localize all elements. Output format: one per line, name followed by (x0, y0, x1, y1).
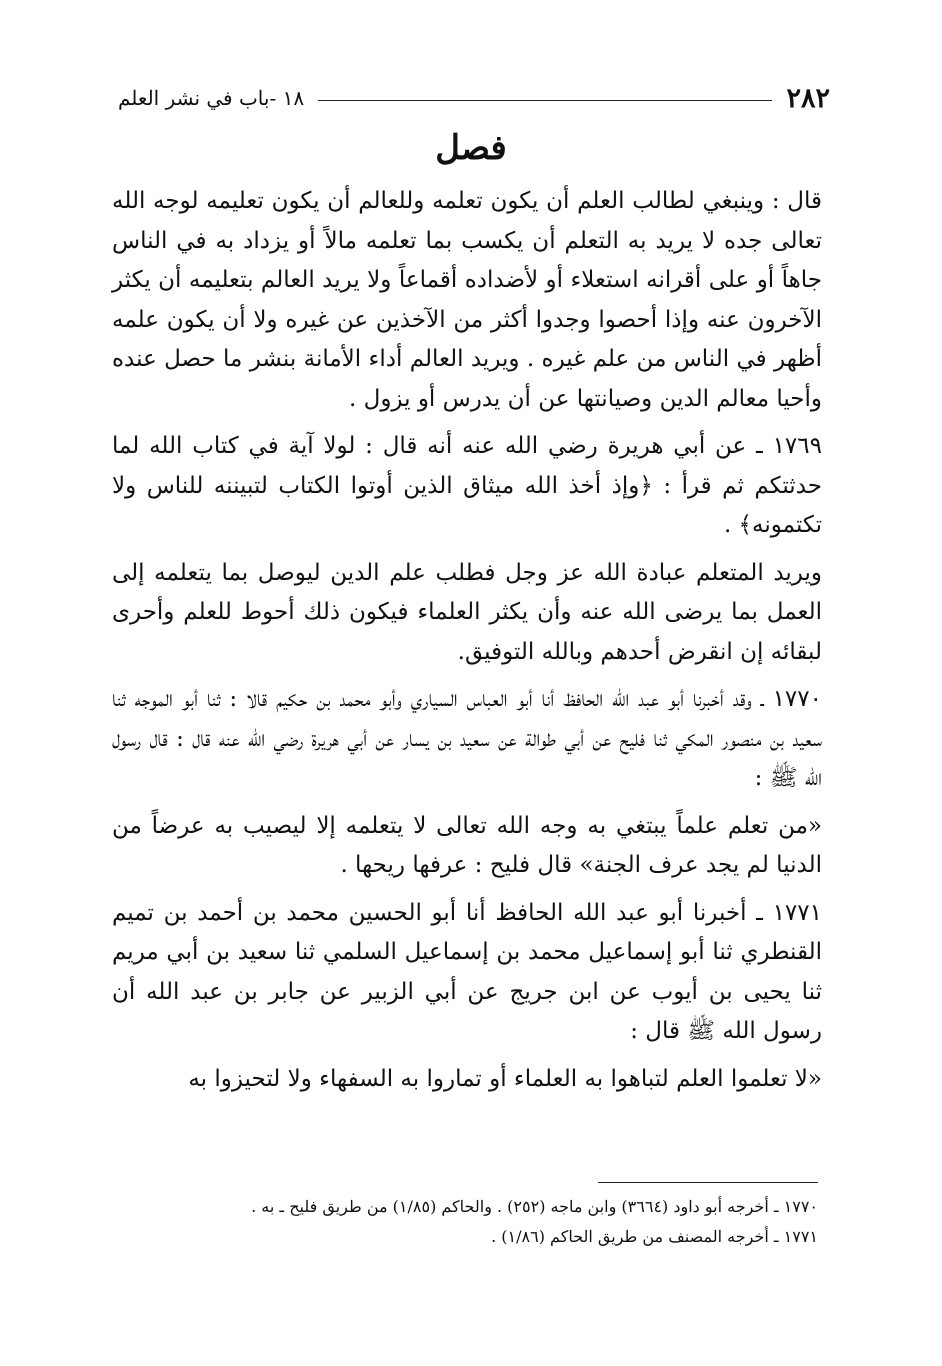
paragraph-hadith-1769: ١٧٦٩ ـ عن أبي هريرة رضي الله عنه أنه قال : لولا آية في كتاب الله لما حدثتكم ثم قرأ : ﴿وإذ أخذ الله ميثاق الذين أوتوا الكتاب لتبيننه للناس ولا تكتمونه﴾ . (112, 433, 822, 538)
footnote-divider (128, 1182, 818, 1183)
header-rule (318, 100, 772, 101)
section-title: فصل (435, 128, 507, 168)
main-text (112, 182, 822, 1107)
paragraph-hadith-1771: ١٧٧١ ـ أخبرنا أبو عبد الله الحافظ أنا أبو الحسين محمد بن أحمد بن تميم القنطري ثنا أبو إسماعيل محمد بن إسماعيل السلمي ثنا سعيد بن أبي مريم ثنا يحيى بن أيوب عن ابن جريج عن أبي الزبير عن جابر بن عبد الله أن رسول الله ﷺ قال : (112, 899, 822, 1044)
paragraph-hadith-1770: ١٧٧٠ ـ وقد أخبرنا أبو عبد الله الحافظ أنا أبو العباس السياري وأبو محمد بن حكيم قالا : ثنا أبو الموجه ثنا سعيد بن منصور المكي ثنا فليح عن أبي طوالة عن سعيد بن يسار عن أبي هريرة رضي الله عنه قال : قال رسول الله ﷺ : (112, 686, 822, 791)
paragraph-intro: قال : وينبغي لطالب العلم أن يكون تعلمه وللعالم أن يكون تعليمه لوجه الله تعالى جده لا يريد به التعلم أن يكسب بما تعلمه مالاً أو يزداد به في الناس جاهاً أو على أقرانه استعلاء أو لأضداده أقماعاً ولا يريد العالم بتعليمه أن يكثر الآخرون عنه وإذا أحصوا وجدوا أكثر من الآخذين عن غيره ولا أن يكون علمه أظهر في الناس من علم غيره . ويريد العالم أداء الأمانة بنشر ما حصل عنده وأحيا معالم الدين وصيانتها عن أن يدرس أو يزول . (112, 188, 822, 412)
footnotes (128, 1192, 818, 1252)
chapter-title: ١٨ -باب في نشر العلم (118, 86, 305, 110)
paragraph-hadith-1771-text: «لا تعلموا العلم لتباهوا به العلماء أو تماروا به السفهاء ولا لتحيزوا به (188, 1065, 822, 1092)
running-header (118, 78, 830, 118)
page-number: ٢٨٢ (786, 82, 830, 114)
footnote-1771: ١٧٧١ ـ أخرجه المصنف من طريق الحاكم (١/٨٦) . (491, 1227, 818, 1246)
footnote-1770: ١٧٧٠ ـ أخرجه أبو داود (٣٦٦٤) وابن ماجه (٢٥٢) . والحاكم (١/٨٥) من طريق فليح ـ به . (251, 1197, 818, 1216)
paragraph-learner: ويريد المتعلم عبادة الله عز وجل فطلب علم الدين ليوصل بما يتعلمه إلى العمل بما يرضى الله عنه وأن يكثر العلماء فيكون ذلك أحوط للعلم وأحرى لبقائه إن انقرض أحدهم وبالله التوفيق. (112, 559, 822, 665)
paragraph-hadith-1770-text: «من تعلم علماً يبتغي به وجه الله تعالى لا يتعلمه إلا ليصيب به عرضاً من الدنيا لم يجد عرف الجنة» قال فليح : عرفها ريحها . (112, 812, 822, 878)
